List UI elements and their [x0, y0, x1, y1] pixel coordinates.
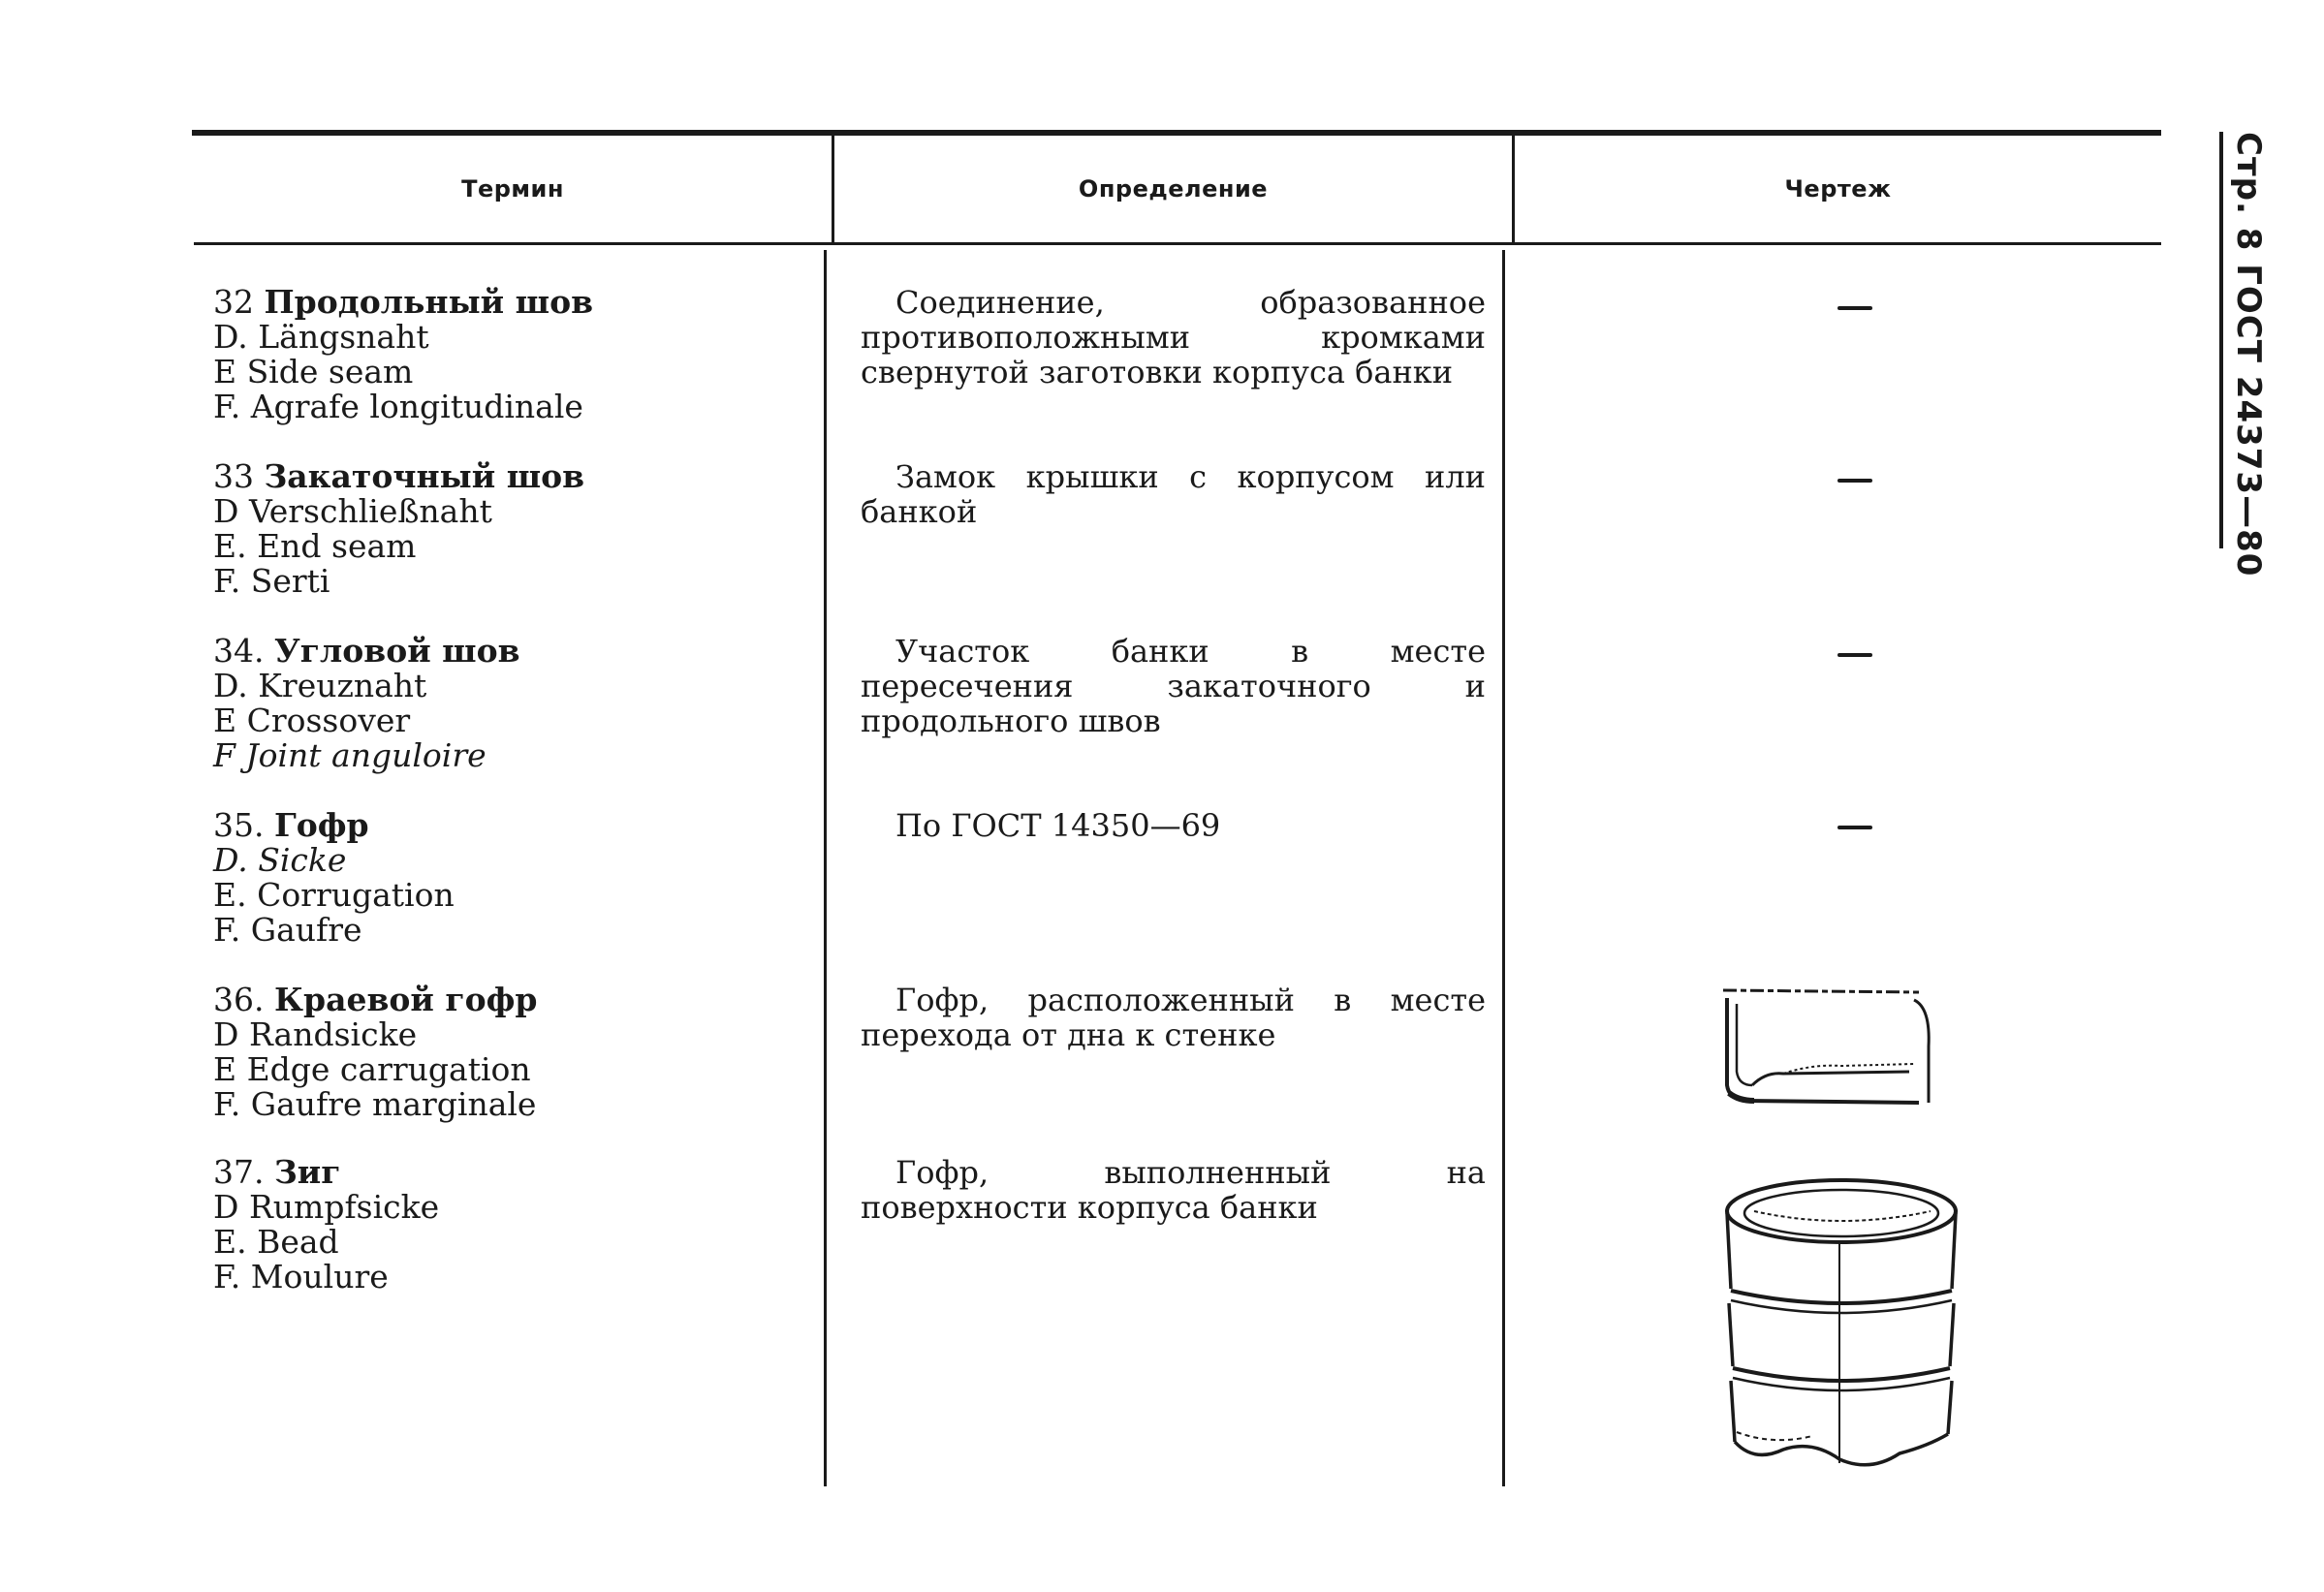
term-definition: Соединение, образованное противоположными кромками свернутой заготовки корпуса банки — [861, 284, 1486, 390]
term-entry — [213, 1155, 814, 1295]
edge-corrugation-drawing — [1715, 979, 1938, 1114]
header-term: Термин — [461, 175, 564, 203]
term-german: D. Längsnaht — [213, 318, 429, 356]
term-english: E Side seam — [213, 353, 414, 390]
table-header-rule — [194, 242, 2161, 245]
column-divider — [1502, 250, 1505, 1486]
term-french: F. Gaufre marginale — [213, 1085, 537, 1123]
header-definition: Определение — [1078, 175, 1269, 203]
term-number: 36. — [213, 981, 265, 1018]
term-definition: Участок банки в месте пересечения закаточного и продольного швов — [861, 633, 1486, 739]
term-entry — [213, 459, 814, 599]
term-name: Зиг — [273, 1153, 341, 1191]
term-french: F. Agrafe longitudinale — [213, 388, 583, 425]
term-german: D. Sicke — [213, 841, 347, 879]
header-drawing: Чертеж — [1784, 175, 1892, 203]
drawing-dash — [1837, 479, 1872, 483]
term-english: E. Bead — [213, 1223, 339, 1261]
term-german: D Rumpfsicke — [213, 1188, 440, 1226]
term-french: F. Gaufre — [213, 911, 362, 949]
term-french: F. Serti — [213, 562, 330, 600]
column-divider — [824, 250, 827, 1486]
term-german: D. Kreuznaht — [213, 667, 427, 704]
drawing-dash — [1837, 826, 1872, 829]
term-number: 33 — [213, 457, 254, 495]
term-name: Гофр — [273, 806, 369, 844]
term-english: E Edge carrugation — [213, 1050, 531, 1088]
bead-can-drawing — [1715, 1172, 1977, 1473]
term-name: Продольный шов — [264, 283, 594, 321]
drawing-dash — [1837, 653, 1872, 657]
term-french: F. Moulure — [213, 1258, 389, 1295]
term-number: 32 — [213, 283, 254, 321]
term-name: Краевой гофр — [273, 981, 538, 1018]
term-definition: Гофр, выполненный на поверхности корпуса банки — [861, 1154, 1486, 1226]
term-french: F Joint anguloire — [213, 736, 487, 774]
term-entry — [213, 983, 814, 1122]
term-entry — [213, 808, 814, 948]
term-name: Угловой шов — [273, 632, 520, 670]
term-definition: По ГОСТ 14350—69 — [895, 807, 1221, 844]
page-number-label: Стр. 8 ГОСТ 24373—80 — [2229, 132, 2268, 577]
term-german: D Verschließnaht — [213, 492, 492, 530]
term-english: E. Corrugation — [213, 876, 455, 914]
drawing-dash — [1837, 306, 1872, 310]
term-definition: Гофр, расположенный в месте перехода от дна к стенке — [861, 982, 1486, 1053]
term-number: 34. — [213, 632, 265, 670]
side-header — [2219, 132, 2277, 577]
term-english: E. End seam — [213, 527, 417, 565]
term-entry — [213, 285, 814, 424]
term-name: Закаточный шов — [264, 457, 585, 495]
term-german: D Randsicke — [213, 1015, 418, 1053]
term-english: E Crossover — [213, 702, 411, 739]
term-definition: Замок крышки с корпусом или банкой — [861, 458, 1486, 530]
term-number: 35. — [213, 806, 265, 844]
term-entry — [213, 634, 814, 773]
term-number: 37. — [213, 1153, 265, 1191]
